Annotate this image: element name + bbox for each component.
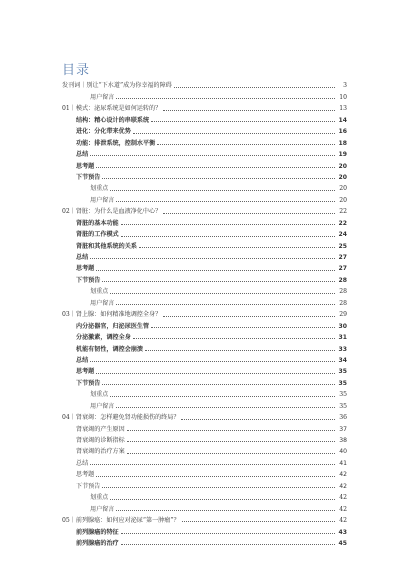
toc-entry[interactable] (0, 250, 408, 261)
toc-entry-page: 31 (338, 334, 347, 342)
dot-leader (127, 441, 335, 442)
toc-entry[interactable] (0, 124, 408, 135)
dot-leader (139, 247, 335, 248)
toc-entry-page: 28 (339, 299, 347, 307)
toc-entry[interactable] (0, 307, 408, 318)
toc-entry-title: 总结 (76, 254, 89, 261)
toc-entry-page: 29 (339, 311, 347, 319)
toc-entry-page: 25 (338, 242, 347, 250)
toc-entry-title: 结构：精心设计的串联系统 (76, 116, 150, 124)
toc-entry-title: 分泌激素，调控全身 (76, 334, 131, 342)
toc-entry-page: 42 (339, 505, 347, 513)
toc-entry-page: 13 (339, 105, 347, 113)
toc-entry[interactable] (0, 204, 408, 215)
toc-entry[interactable] (0, 524, 408, 535)
toc-entry[interactable] (0, 192, 408, 203)
toc-entry[interactable] (0, 536, 408, 547)
dot-leader (116, 201, 335, 202)
dot-leader (121, 533, 335, 534)
toc-entry[interactable] (0, 261, 408, 272)
toc-entry-title: 肾衰竭的治疗方案 (76, 448, 125, 456)
toc-entry-page: 20 (338, 162, 347, 170)
toc-entry[interactable] (0, 410, 408, 421)
toc-entry-title: 04｜肾衰竭：怎样避免肾功能损伤的终局？ (62, 414, 180, 422)
toc-entry-page: 35 (338, 368, 347, 376)
toc-entry[interactable] (0, 284, 408, 295)
toc-entry-page: 20 (339, 196, 347, 204)
toc-entry-title: 肾衰竭的诊断指标 (76, 437, 125, 444)
toc-entry-page: 42 (339, 517, 347, 525)
toc-entry-title: 前列腺癌的特征 (76, 528, 119, 536)
toc-entry-page: 20 (338, 173, 347, 181)
toc-entry-page: 20 (339, 185, 347, 193)
toc-entry[interactable] (0, 433, 408, 444)
toc-entry[interactable] (0, 78, 408, 89)
toc-entry[interactable] (0, 147, 408, 158)
toc-list (0, 78, 408, 547)
toc-entry[interactable] (0, 181, 408, 192)
dot-leader (102, 487, 335, 488)
toc-entry[interactable] (0, 387, 408, 398)
toc-entry[interactable] (0, 513, 408, 524)
toc-entry-title: 02｜肾脏：为什么是血液净化中心？ (62, 208, 162, 216)
toc-entry[interactable] (0, 215, 408, 226)
toc-entry-page: 40 (339, 448, 347, 456)
toc-entry-title: 思考题 (76, 368, 95, 376)
toc-entry[interactable] (0, 112, 408, 123)
dot-leader (151, 327, 335, 328)
dot-leader (110, 293, 335, 294)
dot-leader (163, 213, 335, 214)
toc-entry-page: 16 (338, 128, 347, 136)
dot-leader (90, 258, 335, 259)
toc-entry-page: 33 (338, 345, 347, 353)
dot-leader (121, 544, 335, 545)
dot-leader (121, 236, 335, 237)
toc-entry[interactable] (0, 318, 408, 329)
toc-entry-page: 19 (338, 151, 347, 159)
dot-leader (90, 155, 335, 156)
dot-leader (116, 510, 335, 511)
toc-entry-title: 肾脏和其他系统的关系 (76, 242, 137, 250)
toc-entry-page: 24 (338, 231, 347, 239)
toc-entry-page: 30 (338, 322, 347, 330)
toc-entry-title: 总结 (76, 459, 89, 467)
toc-entry[interactable] (0, 467, 408, 478)
dot-leader (110, 190, 335, 191)
dot-leader (116, 304, 335, 305)
toc-entry-title: 划重点 (90, 288, 109, 296)
toc-entry-page: 28 (339, 288, 347, 296)
toc-heading: 目录 (62, 63, 91, 78)
dot-leader (182, 521, 335, 522)
toc-entry-title: 肾衰竭的产生原因 (76, 425, 125, 433)
toc-entry-page: 41 (339, 459, 347, 467)
dot-leader (96, 270, 335, 271)
toc-entry-title: 用户留言 (90, 505, 115, 513)
dot-leader (110, 396, 335, 397)
dot-leader (174, 87, 335, 88)
dot-leader (96, 167, 335, 168)
dot-leader (151, 121, 335, 122)
toc-entry-title: 思考题 (76, 265, 95, 273)
toc-entry[interactable] (0, 455, 408, 466)
toc-entry[interactable] (0, 353, 408, 364)
toc-entry-page: 43 (338, 528, 347, 536)
toc-entry-title: 划重点 (90, 185, 109, 193)
toc-entry-page: 42 (339, 482, 347, 490)
dot-leader (121, 224, 335, 225)
toc-entry-title: 发刊词｜别让“下水道”成为你幸福的障碍 (62, 82, 172, 90)
toc-entry-title: 用户留言 (90, 93, 115, 101)
dot-leader (110, 499, 335, 500)
dot-leader (181, 419, 335, 420)
toc-entry-title: 03｜肾上腺：如何精准地调控全身？ (62, 311, 162, 319)
toc-entry-page: 35 (339, 402, 347, 410)
toc-entry-title: 用户留言 (90, 402, 115, 410)
toc-entry-page: 27 (338, 265, 347, 273)
toc-entry-page: 35 (339, 391, 347, 399)
toc-entry[interactable] (0, 238, 408, 249)
toc-entry-title: 肾脏的基本功能 (76, 219, 119, 227)
dot-leader (127, 430, 335, 431)
dot-leader (116, 98, 335, 99)
toc-entry-page: 10 (339, 93, 347, 101)
toc-entry-title: 肾脏的工作模式 (76, 231, 119, 239)
dot-leader (133, 338, 335, 339)
toc-entry-title: 功能：排泄系统，控制水平衡 (76, 139, 156, 147)
toc-entry[interactable] (0, 330, 408, 341)
toc-entry[interactable] (0, 490, 408, 501)
toc-entry[interactable] (0, 101, 408, 112)
toc-entry[interactable] (0, 444, 408, 455)
toc-entry-page: 3 (343, 82, 347, 90)
toc-entry[interactable] (0, 135, 408, 146)
toc-entry-title: 思考题 (76, 162, 95, 170)
toc-entry-title: 05｜前列腺癌：如何应对泌尿“第一肿瘤”？ (62, 517, 180, 525)
toc-entry[interactable] (0, 501, 408, 512)
dot-leader (116, 407, 335, 408)
dot-leader (145, 350, 335, 351)
dot-leader (90, 464, 335, 465)
toc-entry[interactable] (0, 272, 408, 283)
toc-entry-title: 划重点 (90, 391, 109, 399)
toc-entry-title: 机能有韧性，调控会崩溃 (76, 345, 144, 353)
toc-entry-title: 下节预告 (76, 276, 101, 284)
dot-leader (90, 361, 335, 362)
dot-leader (102, 281, 335, 282)
toc-entry-page: 42 (339, 471, 347, 479)
toc-entry[interactable] (0, 421, 408, 432)
dot-leader (163, 316, 335, 317)
toc-entry-title: 总结 (76, 151, 89, 159)
toc-entry-page: 37 (339, 425, 347, 433)
toc-entry-title: 下节预告 (76, 482, 101, 490)
toc-entry-page: 22 (339, 208, 347, 216)
toc-entry-title: 总结 (76, 356, 89, 364)
dot-leader (102, 384, 335, 385)
toc-entry[interactable] (0, 170, 408, 181)
dot-leader (96, 373, 335, 374)
dot-leader (127, 453, 335, 454)
toc-entry-title: 内分泌器官，归泌尿医生管 (76, 322, 150, 330)
toc-entry-title: 前列腺癌的治疗 (76, 539, 119, 547)
toc-entry-page: 14 (338, 116, 347, 124)
toc-entry[interactable] (0, 375, 408, 386)
toc-entry[interactable] (0, 158, 408, 169)
toc-entry[interactable] (0, 295, 408, 306)
toc-entry-title: 思考题 (76, 471, 95, 479)
toc-entry[interactable] (0, 478, 408, 489)
dot-leader (96, 476, 335, 477)
toc-entry-title: 用户留言 (90, 196, 115, 204)
toc-entry-page: 27 (338, 254, 347, 261)
toc-entry[interactable] (0, 364, 408, 375)
toc-entry-page: 38 (339, 437, 347, 444)
dot-leader (163, 110, 335, 111)
dot-leader (157, 144, 335, 145)
toc-entry-title: 下节预告 (76, 173, 101, 181)
dot-leader (102, 178, 335, 179)
toc-entry-title: 划重点 (90, 494, 109, 502)
toc-entry-page: 35 (338, 379, 347, 387)
toc-entry-page: 42 (339, 494, 347, 502)
toc-entry-page: 34 (338, 356, 347, 364)
toc-entry-title: 进化：分化带来优势 (76, 128, 131, 136)
toc-entry-title: 01｜模式：泌尿系统是如何运转的？ (62, 105, 162, 113)
toc-entry[interactable] (0, 89, 408, 100)
toc-entry-page: 18 (338, 139, 347, 147)
toc-entry-title: 下节预告 (76, 379, 101, 387)
toc-entry[interactable] (0, 398, 408, 409)
toc-entry-title: 用户留言 (90, 299, 115, 307)
toc-entry-page: 22 (338, 219, 347, 227)
toc-entry[interactable] (0, 227, 408, 238)
toc-entry-page: 36 (339, 414, 347, 422)
dot-leader (133, 133, 335, 134)
toc-entry-page: 45 (338, 539, 347, 547)
toc-entry-page: 28 (338, 276, 347, 284)
toc-entry[interactable] (0, 341, 408, 352)
